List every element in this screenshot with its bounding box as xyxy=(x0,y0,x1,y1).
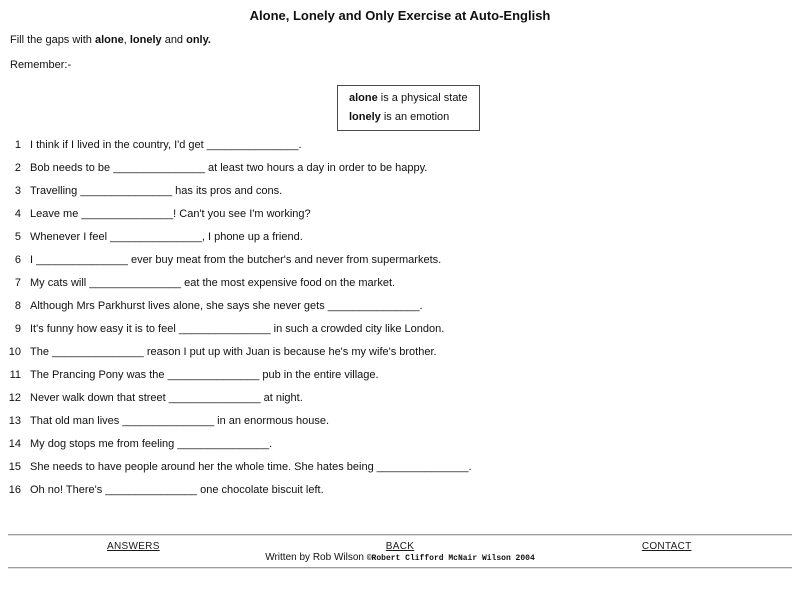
reminder-line-alone xyxy=(349,92,468,105)
question-text xyxy=(30,254,441,277)
question-row xyxy=(0,300,800,323)
question-before: The Prancing Pony was the xyxy=(30,369,168,381)
question-after: at night. xyxy=(260,392,303,404)
question-text xyxy=(30,162,427,185)
question-number: 15 xyxy=(8,461,21,473)
question-row xyxy=(0,438,800,461)
remember-label: Remember:- xyxy=(10,59,72,71)
question-row xyxy=(0,369,800,392)
question-row xyxy=(0,185,800,208)
question-number: 14 xyxy=(8,438,21,450)
reminder-rest-lonely: is an emotion xyxy=(380,111,450,123)
exercise-page xyxy=(0,8,800,608)
question-number: 13 xyxy=(8,415,21,427)
question-row xyxy=(0,254,800,277)
reminder-box xyxy=(337,85,480,131)
contact-link[interactable]: CONTACT xyxy=(641,541,692,552)
question-after: . xyxy=(419,300,423,312)
reminder-rest-alone: is a physical state xyxy=(377,92,468,104)
footer xyxy=(0,534,800,569)
question-number: 2 xyxy=(14,162,21,174)
answer-blank: _______________ xyxy=(113,162,205,174)
question-after: reason I put up with Juan is because he's my wife's brother. xyxy=(143,346,437,358)
question-text xyxy=(30,461,472,484)
question-text xyxy=(30,346,437,369)
question-before: Never walk down that street xyxy=(30,392,169,404)
question-row xyxy=(0,484,800,507)
question-after: ! Can't you see I'm working? xyxy=(173,208,311,220)
question-row xyxy=(0,323,800,346)
question-row xyxy=(0,461,800,484)
question-after: eat the most expensive food on the market. xyxy=(181,277,396,289)
answer-blank: _______________ xyxy=(178,323,271,335)
question-before: Oh no! There's xyxy=(30,484,106,496)
question-after: . xyxy=(298,139,302,151)
footer-divider-bottom xyxy=(8,567,792,569)
instruction-word-lonely: lonely xyxy=(129,34,162,46)
question-number: 8 xyxy=(14,300,21,312)
footer-credit xyxy=(0,553,800,564)
question-number: 3 xyxy=(14,185,21,197)
question-text xyxy=(30,231,303,254)
question-text xyxy=(30,277,395,300)
answer-blank: _______________ xyxy=(167,369,260,381)
question-after: , I phone up a friend. xyxy=(201,231,303,243)
question-row xyxy=(0,231,800,254)
question-number: 1 xyxy=(14,139,21,151)
answer-blank: _______________ xyxy=(36,254,128,266)
question-number: 4 xyxy=(14,208,21,220)
answer-blank: _______________ xyxy=(177,438,270,450)
question-number: 16 xyxy=(8,484,21,496)
answer-blank: _______________ xyxy=(327,300,420,312)
answers-link[interactable]: ANSWERS xyxy=(107,541,160,552)
question-text xyxy=(30,415,329,438)
question-before: The xyxy=(30,346,53,358)
question-after: . xyxy=(269,438,273,450)
question-row xyxy=(0,208,800,231)
instruction-word-only: only. xyxy=(186,34,211,46)
question-before: Whenever I feel xyxy=(30,231,111,243)
question-number: 12 xyxy=(8,392,21,404)
question-after: has its pros and cons. xyxy=(172,185,283,197)
answer-blank: _______________ xyxy=(52,346,144,358)
question-number: 11 xyxy=(9,369,21,381)
instruction-prefix: Fill the gaps with xyxy=(10,34,95,46)
answer-blank: _______________ xyxy=(105,484,198,496)
question-text xyxy=(30,300,423,323)
question-list xyxy=(0,139,800,507)
question-before: My dog stops me from feeling xyxy=(30,438,178,450)
question-before: Leave me xyxy=(30,208,82,220)
question-row xyxy=(0,277,800,300)
reminder-word-lonely: lonely xyxy=(349,111,381,123)
question-before: It's funny how easy it is to feel xyxy=(30,323,179,335)
question-before: She needs to have people around her the whole time. She hates being xyxy=(30,461,377,473)
question-before: My cats will xyxy=(30,277,90,289)
question-text xyxy=(30,208,311,231)
question-after: in such a crowded city like London. xyxy=(270,323,445,335)
answer-blank: _______________ xyxy=(376,461,469,473)
instruction-sep2: and xyxy=(161,34,187,46)
answer-blank: _______________ xyxy=(122,415,215,427)
question-number: 10 xyxy=(8,346,21,358)
answer-blank: _______________ xyxy=(80,185,173,197)
credit-text: Written by Rob Wilson xyxy=(265,552,367,563)
question-after: pub in the entire village. xyxy=(259,369,379,381)
answer-blank: _______________ xyxy=(206,139,299,151)
question-before: I think if I lived in the country, I'd get xyxy=(30,139,207,151)
question-before: Travelling xyxy=(30,185,81,197)
footer-links xyxy=(0,539,800,552)
question-number: 6 xyxy=(14,254,21,266)
question-row xyxy=(0,415,800,438)
question-before: Bob needs to be xyxy=(30,162,114,174)
instruction-line xyxy=(10,34,800,47)
answer-blank: _______________ xyxy=(110,231,202,243)
question-after: . xyxy=(468,461,472,473)
question-text xyxy=(30,484,324,507)
question-text xyxy=(30,185,282,208)
footer-cell-contact xyxy=(533,539,800,552)
instruction-word-alone: alone xyxy=(94,34,124,46)
question-after: ever buy meat from the butcher's and never from supermarkets. xyxy=(127,254,442,266)
question-number: 5 xyxy=(14,231,21,243)
question-text xyxy=(30,392,303,415)
question-after: at least two hours a day in order to be happy. xyxy=(204,162,428,174)
question-row xyxy=(0,392,800,415)
footer-cell-answers xyxy=(0,539,267,552)
answer-blank: _______________ xyxy=(81,208,174,220)
answer-blank: _______________ xyxy=(168,392,261,404)
footer-divider-top xyxy=(8,534,792,536)
question-before: That old man lives xyxy=(30,415,123,427)
question-text xyxy=(30,139,302,162)
question-before: I xyxy=(30,254,37,266)
footer-cell-back xyxy=(267,539,534,552)
question-row xyxy=(0,139,800,162)
question-number: 7 xyxy=(14,277,21,289)
back-link[interactable]: BACK xyxy=(385,541,415,552)
copyright-text: ©Robert Clifford McNair Wilson 2004 xyxy=(366,554,535,563)
question-row xyxy=(0,162,800,185)
question-after: in an enormous house. xyxy=(214,415,330,427)
question-text xyxy=(30,323,444,346)
question-text xyxy=(30,369,379,392)
reminder-line-lonely xyxy=(349,111,468,124)
question-number: 9 xyxy=(14,323,21,335)
question-after: one chocolate biscuit left. xyxy=(197,484,324,496)
answer-blank: _______________ xyxy=(89,277,182,289)
question-text xyxy=(30,438,272,461)
question-before: Although Mrs Parkhurst lives alone, she says she never gets xyxy=(30,300,328,312)
reminder-word-alone: alone xyxy=(349,92,378,104)
question-row xyxy=(0,346,800,369)
instruction-sep1: , xyxy=(123,34,130,46)
page-title: Alone, Lonely and Only Exercise at Auto-English xyxy=(249,8,551,23)
